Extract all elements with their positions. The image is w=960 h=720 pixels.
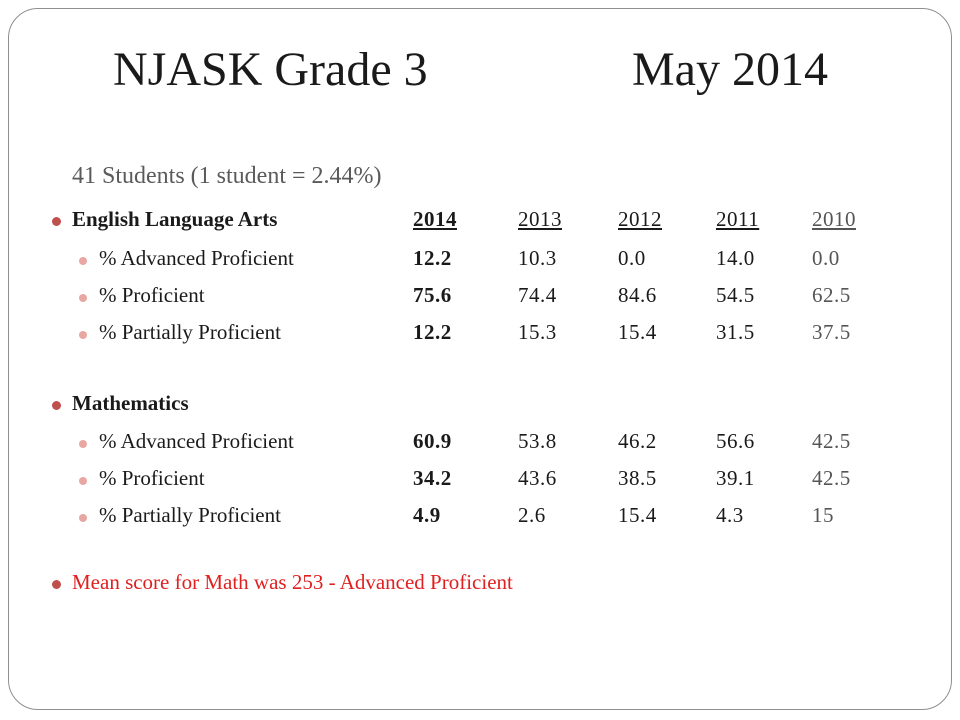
sub-bullet-icon [79, 440, 87, 448]
table-row [0, 320, 960, 350]
sub-bullet-icon [79, 294, 87, 302]
value-cell: 15.3 [518, 320, 557, 344]
ela-header-row [0, 207, 960, 237]
row-label: % Proficient [99, 283, 205, 307]
value-cell: 60.9 [413, 429, 452, 453]
row-label: % Partially Proficient [99, 503, 281, 527]
value-cell: 84.6 [618, 283, 657, 307]
value-cell: 75.6 [413, 283, 452, 307]
value-cell: 42.5 [812, 429, 851, 453]
table-row [0, 283, 960, 313]
title-left: NJASK Grade 3 [113, 43, 428, 96]
math-label: Mathematics [72, 391, 189, 415]
value-cell: 12.2 [413, 320, 452, 344]
year-header: 2012 [618, 207, 662, 231]
value-cell: 53.8 [518, 429, 557, 453]
table-row [0, 503, 960, 533]
year-header: 2011 [716, 207, 760, 231]
value-cell: 15 [812, 503, 834, 527]
value-cell: 15.4 [618, 503, 657, 527]
value-cell: 0.0 [618, 246, 646, 270]
bullet-icon [52, 580, 61, 589]
row-label: % Advanced Proficient [99, 246, 294, 270]
title-right: May 2014 [632, 43, 828, 96]
value-cell: 4.9 [413, 503, 441, 527]
value-cell: 56.6 [716, 429, 755, 453]
slide-title [0, 42, 960, 102]
value-cell: 38.5 [618, 466, 657, 490]
sub-bullet-icon [79, 514, 87, 522]
bullet-icon [52, 401, 61, 410]
value-cell: 0.0 [812, 246, 840, 270]
value-cell: 37.5 [812, 320, 851, 344]
row-label: % Partially Proficient [99, 320, 281, 344]
year-header: 2010 [812, 207, 856, 231]
row-label: % Advanced Proficient [99, 429, 294, 453]
value-cell: 43.6 [518, 466, 557, 490]
slide-frame [8, 8, 952, 710]
year-header: 2014 [413, 207, 457, 231]
table-row [0, 429, 960, 459]
sub-bullet-icon [79, 477, 87, 485]
value-cell: 15.4 [618, 320, 657, 344]
mean-score-note [0, 570, 960, 600]
ela-label: English Language Arts [72, 207, 278, 231]
row-label: % Proficient [99, 466, 205, 490]
value-cell: 31.5 [716, 320, 755, 344]
value-cell: 62.5 [812, 283, 851, 307]
students-count: 41 Students (1 student = 2.44%) [72, 163, 382, 189]
value-cell: 54.5 [716, 283, 755, 307]
table-row [0, 466, 960, 496]
value-cell: 39.1 [716, 466, 755, 490]
value-cell: 12.2 [413, 246, 452, 270]
value-cell: 4.3 [716, 503, 744, 527]
value-cell: 34.2 [413, 466, 452, 490]
bullet-icon [52, 217, 61, 226]
value-cell: 14.0 [716, 246, 755, 270]
table-row [0, 246, 960, 276]
sub-bullet-icon [79, 331, 87, 339]
value-cell: 2.6 [518, 503, 546, 527]
value-cell: 42.5 [812, 466, 851, 490]
value-cell: 46.2 [618, 429, 657, 453]
math-header-row [0, 391, 960, 421]
value-cell: 10.3 [518, 246, 557, 270]
sub-bullet-icon [79, 257, 87, 265]
value-cell: 74.4 [518, 283, 557, 307]
note-text: Mean score for Math was 253 - Advanced Proficient [72, 570, 513, 594]
year-header: 2013 [518, 207, 562, 231]
